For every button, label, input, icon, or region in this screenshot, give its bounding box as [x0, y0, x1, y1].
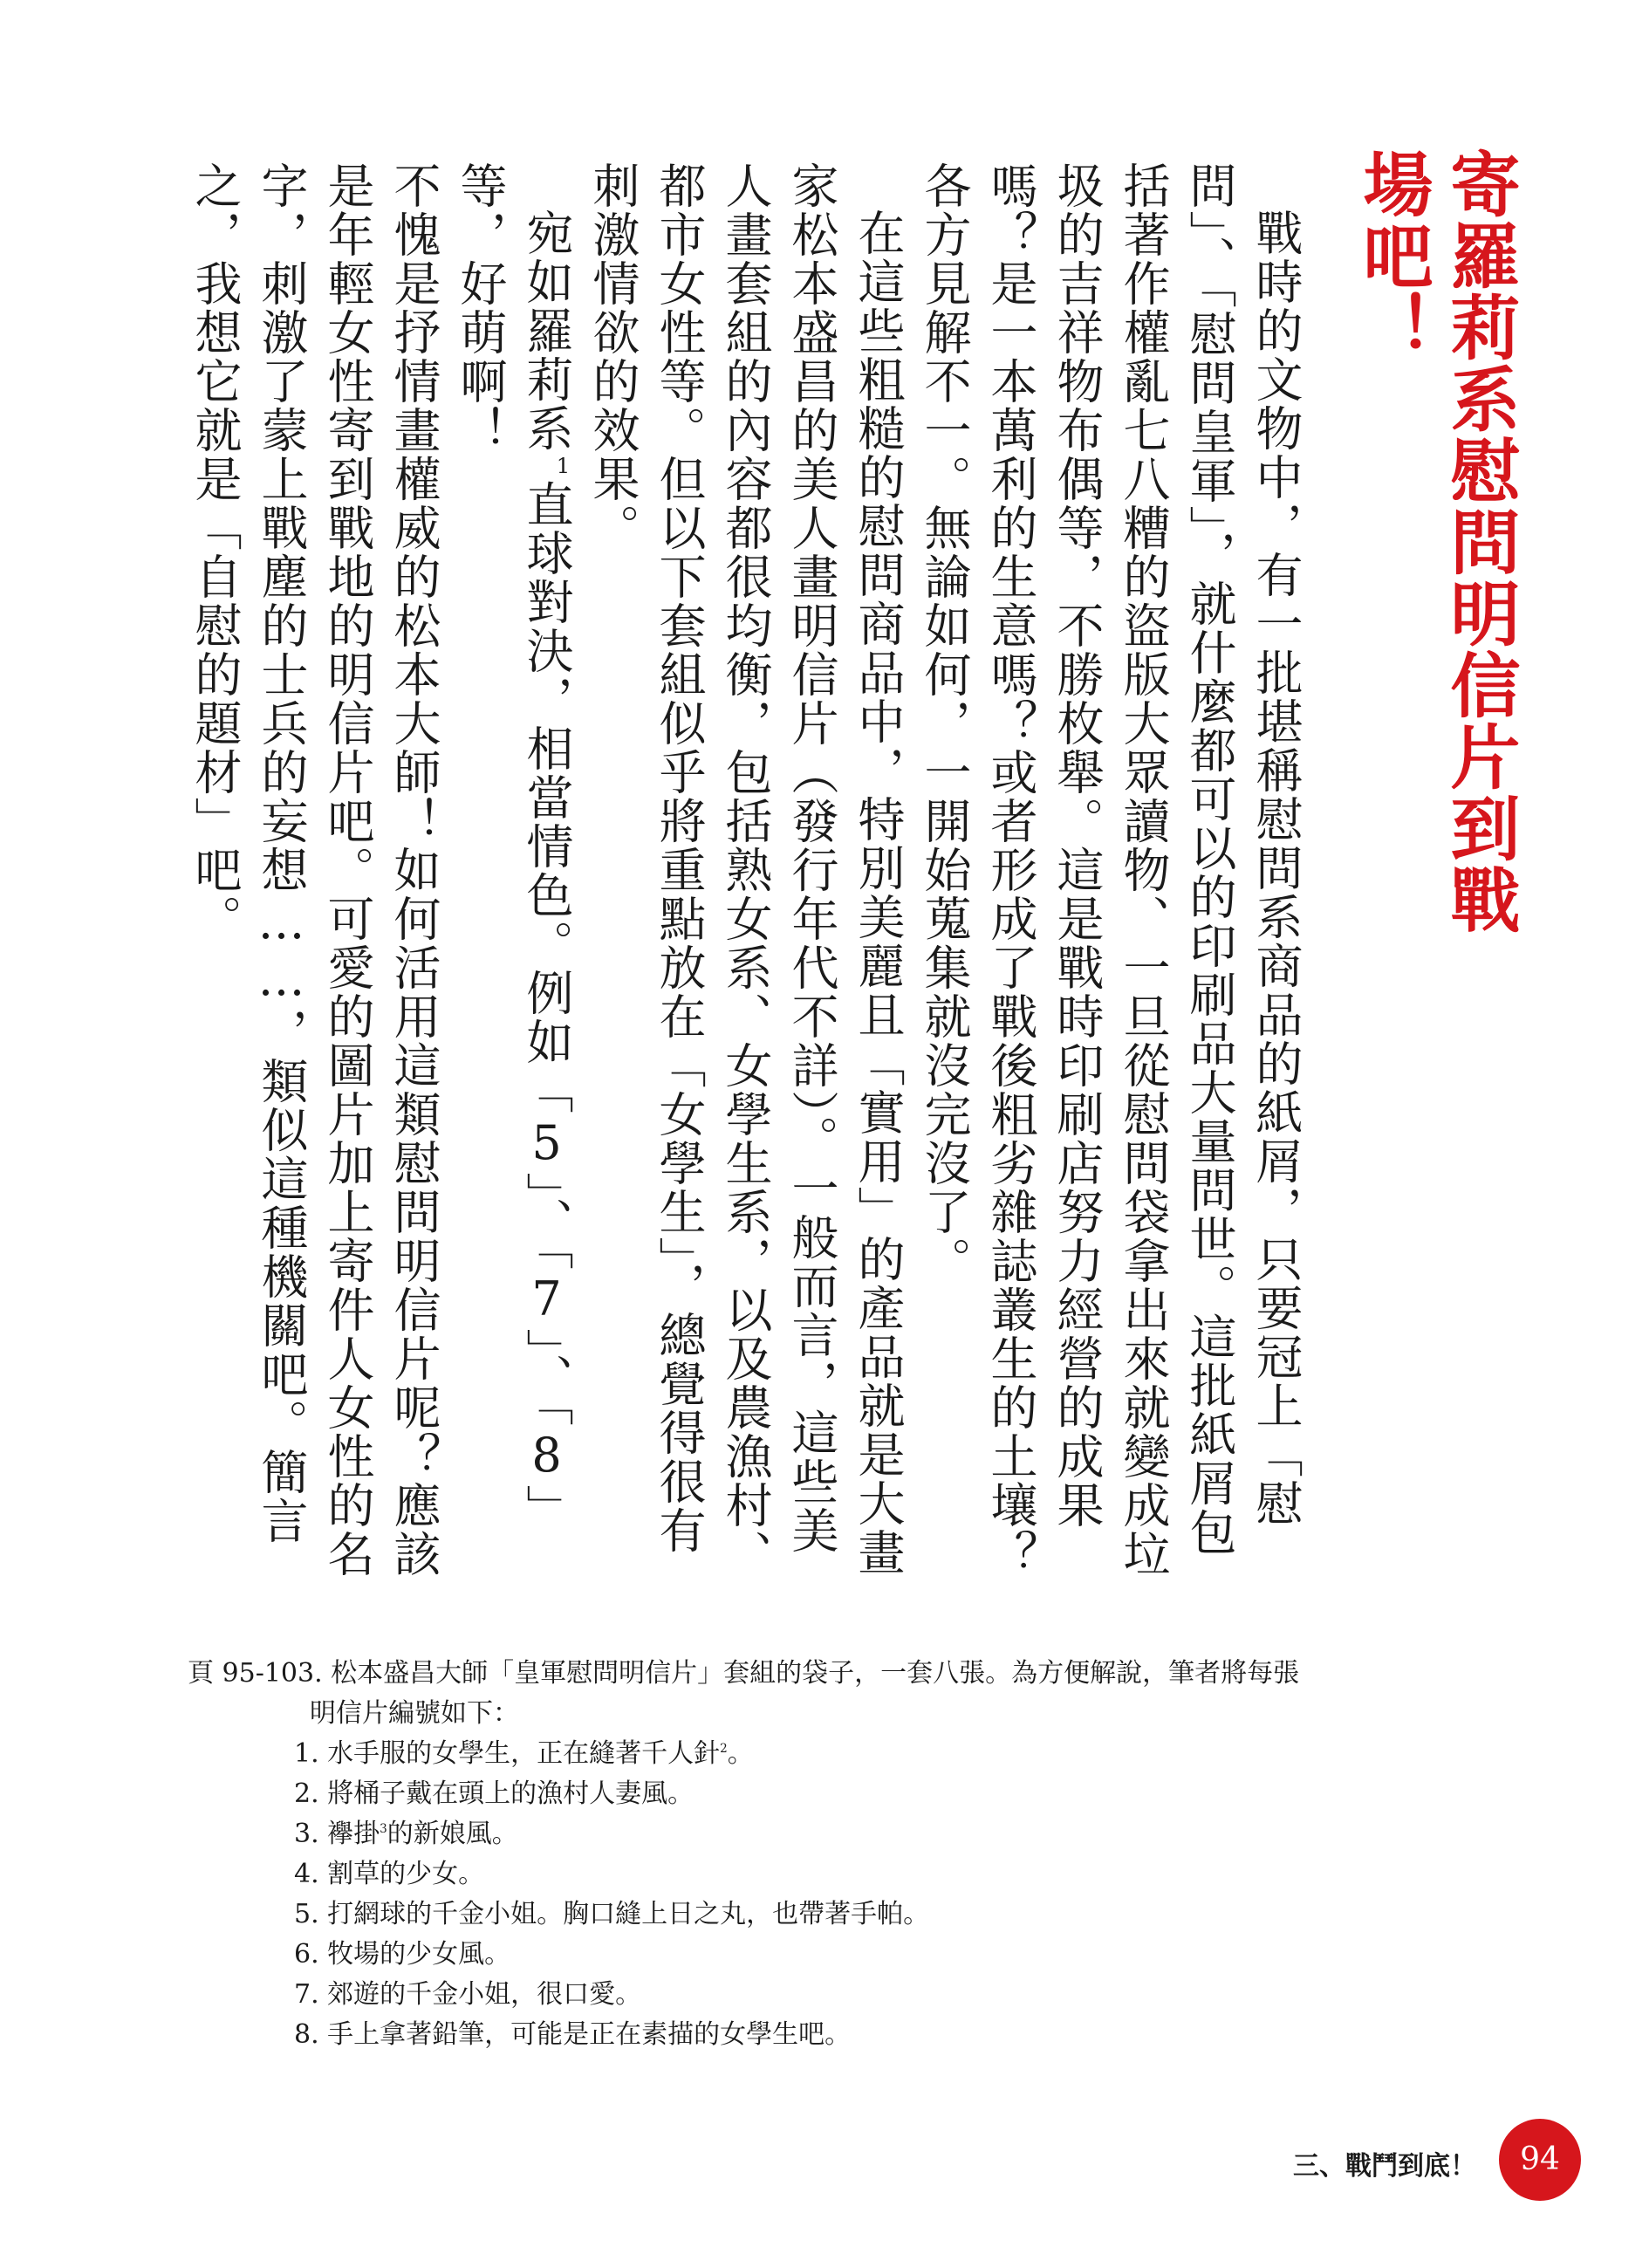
- postcard-list-item: [294, 1935, 1313, 1975]
- postcard-list: [188, 1734, 1313, 2055]
- footnote-marker: 1: [551, 453, 576, 480]
- list-item-number: 5.: [294, 1899, 319, 1929]
- postcard-list-item: [294, 1895, 1313, 1935]
- body-text: [188, 161, 1309, 1593]
- paragraph: 不愧是抒情畫權威的松本大師！如何活用這類慰問明信片呢？應該是年輕女性寄到戰地的明信片吧。可愛的圖片加上寄件人女性的名字，刺激了蒙上戰塵的士兵的妄想……，類似這種機關吧。簡言之，我想它就是「自慰的題材」吧。: [188, 161, 441, 1579]
- paragraph-text: 宛如羅莉系: [519, 209, 574, 453]
- list-item-number: 7.: [294, 1979, 319, 2010]
- postcard-list-item: [294, 2015, 1313, 2055]
- list-item-number: 1.: [294, 1738, 319, 1769]
- page-title: 寄羅莉系慰問明信片到戰場吧！: [1351, 148, 1520, 935]
- postcard-list-item: [294, 1814, 1313, 1854]
- footnote-marker: 3: [380, 1822, 387, 1836]
- postcard-list-item: [294, 1774, 1313, 1814]
- figure-caption: 頁 95-103. 松本盛昌大師「皇軍慰問明信片」套組的袋子，一套八張。為方便解說，筆者將每張明信片編號如下：: [188, 1658, 1300, 1729]
- postcard-list-item: [294, 1854, 1313, 1895]
- paragraph: 在這些粗糙的慰問商品中，特別美麗且「實用」的產品就是大畫家松本盛昌的美人畫明信片（發行年代不詳）。一般而言，這些美人畫套組的內容都很均衡，包括熟女系、女學生系，以及農漁村、都市女性等。但以下套組似乎將重點放在「女學生」，總覺得很有刺激情欲的效果。: [585, 161, 906, 1579]
- list-item-number: 2.: [294, 1778, 319, 1809]
- list-item-text: 手上拿著鉛筆，可能是正在素描的女學生吧。: [327, 2019, 852, 2050]
- paragraph: 戰時的文物中，有一批堪稱慰問系商品的紙屑，只要冠上「慰問」、「慰問皇軍」，就什麼都可以的印刷品大量問世。這批紙屑包括著作權亂七八糟的盜版大眾讀物、一旦從慰問袋拿出來就變成垃圾的吉祥物布偶等，不勝枚舉。這是戰時印刷店努力經營的成果嗎？是一本萬利的生意嗎？或者形成了戰後粗劣雜誌叢生的土壤？各方見解不一。無論如何，一開始蒐集就沒完沒了。: [917, 161, 1303, 1579]
- list-item-number: 3.: [294, 1819, 319, 1849]
- list-item-text: 的新娘風。: [387, 1819, 518, 1849]
- paragraph: [447, 161, 579, 1593]
- list-item-number: 8.: [294, 2019, 319, 2050]
- paragraph-text: 直球對決，相當情色。例如「5」、「7」、「8」等，好萌啊！: [453, 161, 574, 1533]
- chapter-title: 三、戰鬥到底！: [1293, 2151, 1476, 2182]
- list-item-text: 牧場的少女風。: [327, 1939, 511, 1970]
- postcard-list-item: [294, 1734, 1313, 1774]
- page-number: 94: [1499, 2119, 1581, 2201]
- list-item-number: 4.: [294, 1859, 319, 1889]
- list-item-text: 將桶子戴在頭上的漁村人妻風。: [327, 1778, 694, 1809]
- postcard-list-item: [294, 1975, 1313, 2015]
- list-item-text: 割草的少女。: [327, 1859, 485, 1889]
- list-item-text: 打網球的千金小姐。胸口縫上日之丸，也帶著手帕。: [327, 1899, 930, 1929]
- footnote-marker: 2: [720, 1742, 728, 1756]
- list-item-text: 水手服的女學生，正在縫著千人針: [327, 1738, 721, 1769]
- page-footer: [1221, 2114, 1588, 2202]
- figure-notes: [188, 1654, 1313, 2055]
- list-item-text: 襷掛: [327, 1819, 380, 1849]
- list-item-number: 6.: [294, 1939, 319, 1970]
- list-item-text: 。: [727, 1738, 754, 1769]
- list-item-text: 郊遊的千金小姐，很口愛。: [327, 1979, 642, 2010]
